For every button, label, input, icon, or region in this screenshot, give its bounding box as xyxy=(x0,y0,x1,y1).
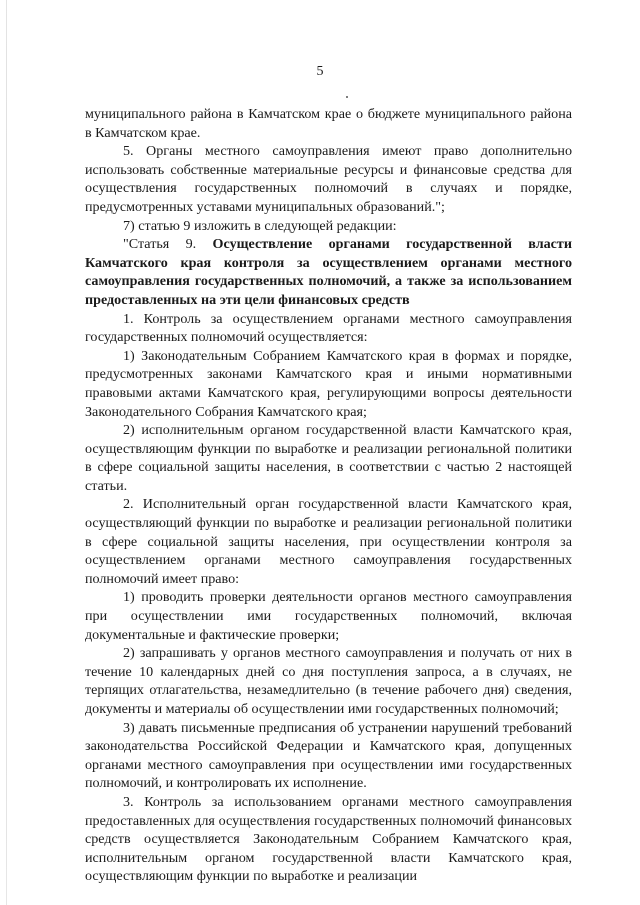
document-body xyxy=(85,105,572,886)
paragraph-part-2-item-2: 2) запрашивать у органов местного самоуправления и получать от них в течение 10 календарных дней со дня поступления запроса, а в случаях, не терпящих отлагательства, незамедлительно (в течение рабочего дня) сведения, документы и материалы об осуществлении ими государственных полномочий; xyxy=(85,645,572,717)
paragraph-amendment-7: 7) статью 9 изложить в следующей редакции: xyxy=(123,217,397,234)
article-9-heading xyxy=(85,235,572,309)
paragraph-part-1: 1. Контроль за осуществлением органами местного самоуправления государственных полномочий осуществляется: xyxy=(85,310,572,346)
article-9-title: Осуществление органами государственной власти Камчатского края контроля за осуществлением органами местного самоуправления государственных полномочий, а также за использованием предоставленных на эти цели финансовых средств xyxy=(85,236,572,308)
paragraph-continuation: муниципального района в Камчатском крае о бюджете муниципального района в Камчатском крае. xyxy=(85,106,572,141)
article-9-prefix: "Статья 9. xyxy=(123,236,197,253)
scan-edge xyxy=(6,0,7,905)
page-number: 5 xyxy=(316,64,324,79)
paragraph-part-2-item-1: 1) проводить проверки деятельности органов местного самоуправления при осуществлении ими государственных полномочий, включая документальные и фактические проверки; xyxy=(85,589,572,643)
paragraph-item-5: 5. Органы местного самоуправления имеют право дополнительно использовать собственные материальные ресурсы и финансовые средства для осуществления государственных полномочий в случаях и порядке, предусмотренных уставами муниципальных образований."; xyxy=(85,143,572,215)
paragraph-part-1-item-2: 2) исполнительным органом государственной власти Камчатского края, осуществляющим функции по выработке и реализации региональной политики в сфере социальной защиты населения, в соответствии с частью 2 настоящей статьи. xyxy=(85,422,572,494)
paragraph-part-3: 3. Контроль за использованием органами местного самоуправления предоставленных для осуществления государственных полномочий финансовых средств осуществляется Законодательным Собранием Камчатского края, исполнительным органом государственной власти Камчатского края, осуществляющим функции по выработке и реализации xyxy=(85,793,572,885)
paragraph-part-2: 2. Исполнительный орган государственной власти Камчатского края, осуществляющий функции по выработке и реализации региональной политики в сфере социальной защиты населения, при осуществлении контроля за осуществлением органами местного самоуправления государственных полномочий имеет право: xyxy=(85,496,572,587)
paragraph-part-2-item-3: 3) давать письменные предписания об устранении нарушений требований законодательства Российской Федерации и Камчатского края, допущенных органами местного самоуправления при осуществлении ими государственных полномочий, и контролировать их исполнение. xyxy=(85,719,572,792)
scan-speck xyxy=(346,96,348,98)
paragraph-part-1-item-1: 1) Законодательным Собранием Камчатского края в формах и порядке, предусмотренных законами Камчатского края и иными нормативными правовыми актами Камчатского края, регулирующими вопросы деятельности Законодательного Собрания Камчатского края; xyxy=(85,347,572,420)
